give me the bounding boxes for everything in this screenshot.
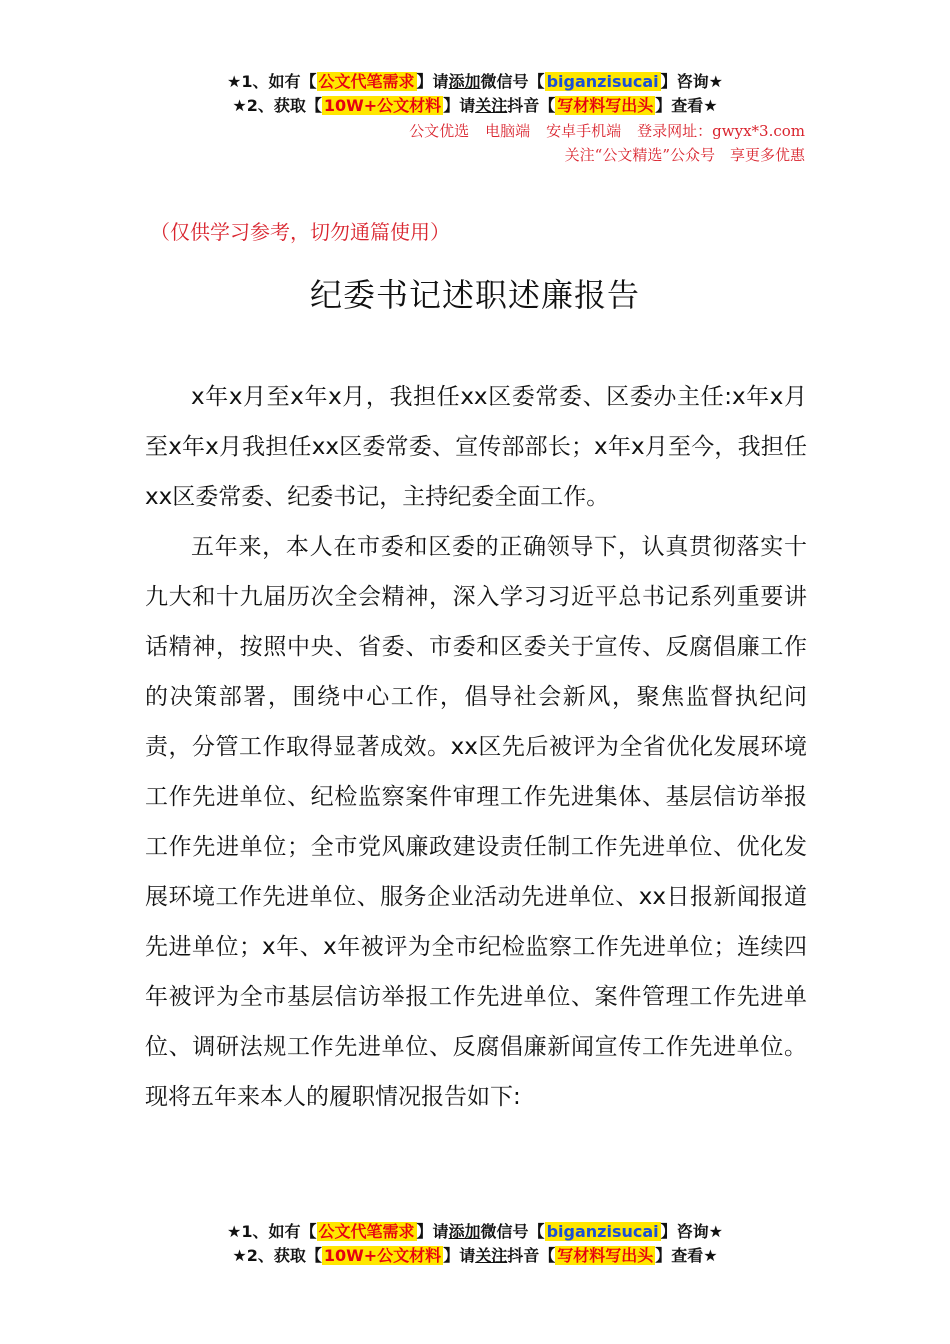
promo-text: 抖音【 (507, 1246, 556, 1265)
site-info-line-2: 关注“公文精选”公众号 享更多优惠 (564, 146, 805, 164)
site-url: 登录网址：gwyx*3.com (637, 122, 805, 140)
promo-text: 】请 (443, 96, 476, 115)
promo-text: ★1、如有【 (227, 1222, 317, 1241)
promo-highlight: 公文代笔需求 (318, 1222, 415, 1241)
footer-promo-line-2 (0, 1244, 950, 1268)
usage-notice: （仅供学习参考，切勿通篇使用） (150, 220, 450, 244)
document-title: 纪委书记述职述廉报告 (309, 276, 640, 314)
promo-text: 】查看★ (655, 1246, 718, 1265)
header-promo-line-2 (0, 94, 950, 118)
header-promo-line-1 (0, 70, 950, 94)
promo-underline: 关注 (475, 96, 508, 115)
promo-text: 】咨询★ (660, 72, 723, 91)
promo-underline: 关注 (475, 1246, 508, 1265)
site-item: 安卓手机端 (546, 122, 622, 140)
promo-text: 抖音【 (507, 96, 556, 115)
promo-underline: 添加 (448, 72, 481, 91)
promo-text: 】请 (416, 1222, 449, 1241)
paragraph: x年x月至x年x月，我担任xx区委常委、区委办主任:x年x月至x年x月我担任xx区委常委、宣传部部长；x年x月至今，我担任xx区委常委、纪委书记，主持纪委全面工作。 (145, 384, 807, 510)
site-item: 电脑端 (485, 122, 531, 140)
promo-highlight: 写材料写出头 (557, 96, 654, 115)
site-item: 公文优选 (409, 122, 470, 140)
promo-underline: 添加 (448, 1222, 481, 1241)
promo-text: ★2、获取【 (232, 1246, 322, 1265)
promo-text: 】请 (416, 72, 449, 91)
site-info-line-1 (409, 120, 805, 142)
paragraph: 五年来，本人在市委和区委的正确领导下，认真贯彻落实十九大和十九届历次全会精神，深入学习习近平总书记系列重要讲话精神，按照中央、省委、市委和区委关于宣传、反腐倡廉工作的决策部署，围绕中心工作，倡导社会新风，聚焦监督执纪问责，分管工作取得显著成效。xx区先后被评为全省优化发展环境工作先进单位、纪检监察案件审理工作先进集体、基层信访举报工作先进单位；全市党风廉政建设责任制工作先进单位、优化发展环境工作先进单位、服务企业活动先进单位、xx日报新闻报道先进单位；x年、x年被评为全市纪检监察工作先进单位；连续四年被评为全市基层信访举报工作先进单位、案件管理工作先进单位、调研法规工作先进单位、反腐倡廉新闻宣传工作先进单位。现将五年来本人的履职情况报告如下: (145, 534, 807, 1110)
promo-text: 】咨询★ (660, 1222, 723, 1241)
promo-text: 微信号【 (480, 1222, 545, 1241)
promo-text: 】查看★ (655, 96, 718, 115)
promo-highlight: 10W+公文材料 (323, 96, 442, 115)
promo-text: ★1、如有【 (227, 72, 317, 91)
promo-highlight: 公文代笔需求 (318, 72, 415, 91)
document-body (145, 372, 807, 1122)
promo-text: 微信号【 (480, 72, 545, 91)
promo-highlight: 写材料写出头 (557, 1246, 654, 1265)
promo-highlight: 10W+公文材料 (323, 1246, 442, 1265)
promo-text: ★2、获取【 (232, 96, 322, 115)
wechat-id-highlight: biganzisucai (546, 72, 659, 91)
promo-text: 】请 (443, 1246, 476, 1265)
footer-promo-line-1 (0, 1220, 950, 1244)
wechat-id-highlight: biganzisucai (546, 1222, 659, 1241)
